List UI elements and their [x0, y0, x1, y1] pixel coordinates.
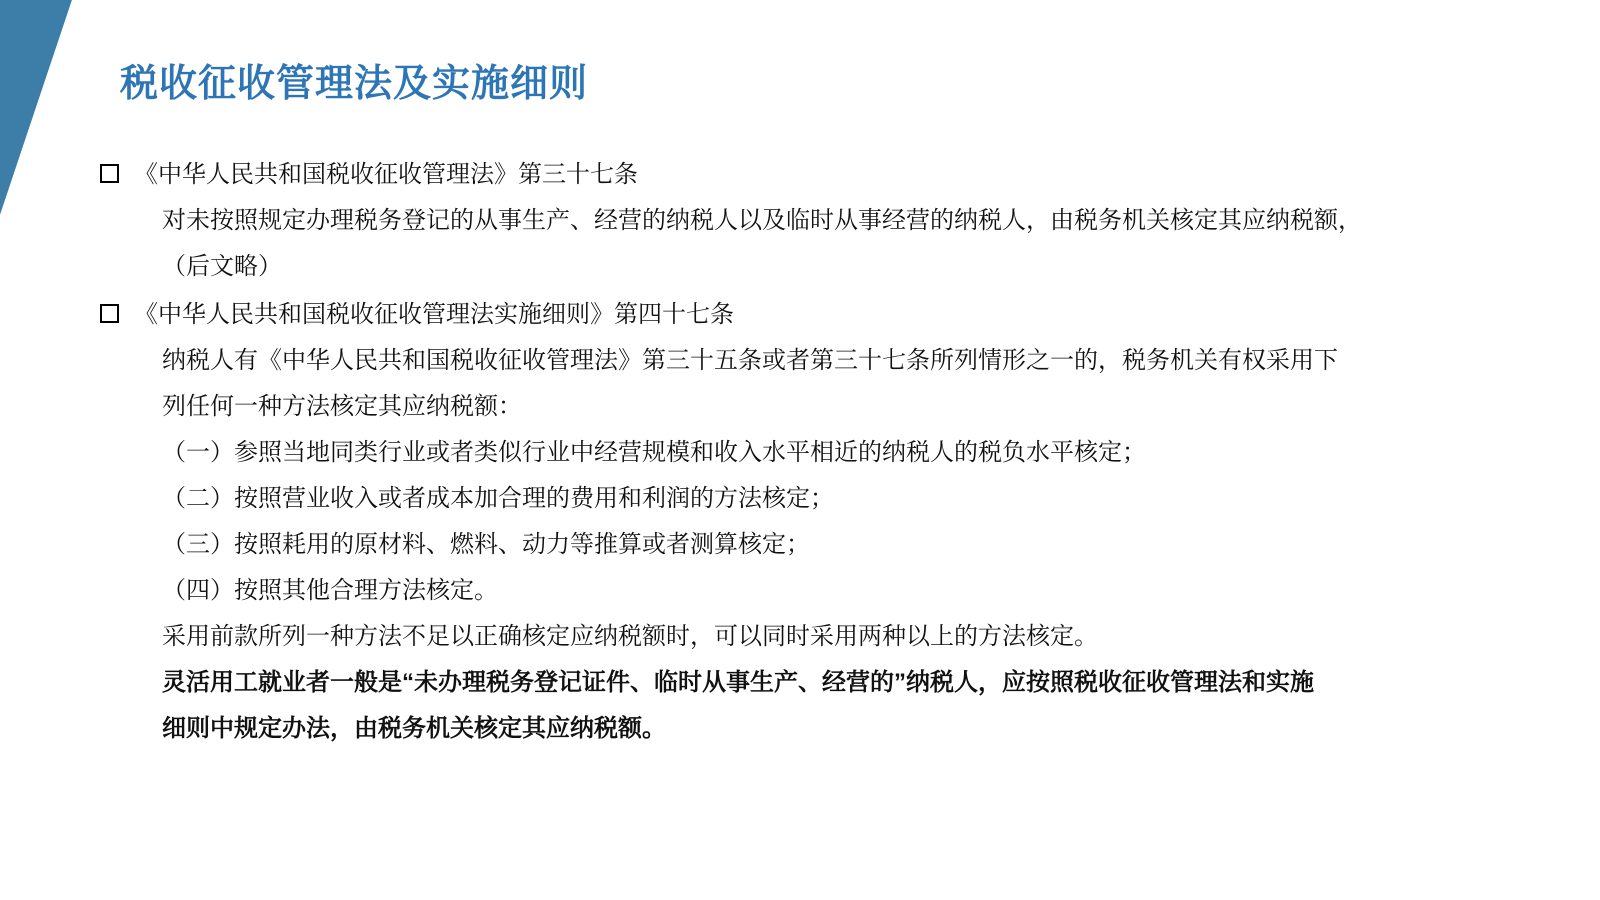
- body-line: （四）按照其他合理方法核定。: [162, 577, 498, 604]
- page-title: 税收征收管理法及实施细则: [120, 63, 589, 105]
- bullet-block: [100, 292, 1520, 752]
- body-line: 列任何一种方法核定其应纳税额：: [162, 393, 522, 420]
- body-line: （后文略）: [162, 253, 282, 280]
- bullet-heading-text: 《中华人民共和国税收征收管理法》第三十七条: [134, 161, 638, 188]
- bullet-heading-row: [100, 152, 1520, 198]
- body-line: 纳税人有《中华人民共和国税收征收管理法》第三十五条或者第三十七条所列情形之一的，税务机关有权采用下: [162, 347, 1338, 374]
- body-line: （二）按照营业收入或者成本加合理的费用和利润的方法核定；: [162, 485, 834, 512]
- square-bullet-icon: [100, 152, 134, 198]
- square-bullet-icon: [100, 292, 134, 338]
- body-line: 采用前款所列一种方法不足以正确核定应纳税额时，可以同时采用两种以上的方法核定。: [162, 623, 1098, 650]
- bullet-heading-text: 《中华人民共和国税收征收管理法实施细则》第四十七条: [134, 301, 734, 328]
- body-line: （三）按照耗用的原材料、燃料、动力等推算或者测算核定；: [162, 531, 810, 558]
- bullet-block: [100, 152, 1520, 290]
- body-line: 对未按照规定办理税务登记的从事生产、经营的纳税人以及临时从事经营的纳税人，由税务机关核定其应纳税额，: [162, 207, 1362, 234]
- body-line: （一）参照当地同类行业或者类似行业中经营规模和收入水平相近的纳税人的税负水平核定；: [162, 439, 1146, 466]
- emphasis-line: 细则中规定办法，由税务机关核定其应纳税额。: [162, 715, 666, 742]
- emphasis-line: 灵活用工就业者一般是“未办理税务登记证件、临时从事生产、经营的”纳税人，应按照税收征收管理法和实施: [162, 669, 1314, 696]
- bullet-heading-row: [100, 292, 1520, 338]
- slide-content: [100, 152, 1520, 754]
